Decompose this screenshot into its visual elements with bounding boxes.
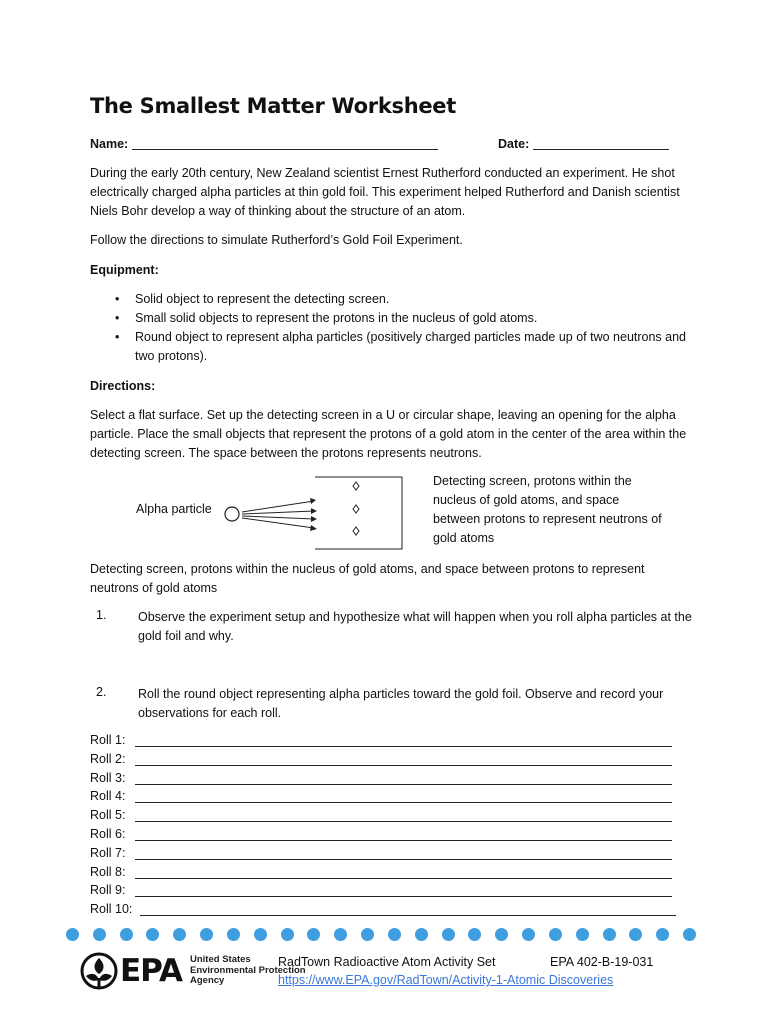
answer-line xyxy=(140,915,676,916)
divider-dot-icon xyxy=(549,928,562,941)
activity-set-label: RadTown Radioactive Atom Activity Set xyxy=(278,955,496,969)
list-item: • Small solid objects to represent the protons in the nucleus of gold atoms. xyxy=(90,309,690,328)
epa-logo xyxy=(80,950,306,990)
answer-line xyxy=(135,765,672,766)
date-label: Date: xyxy=(498,137,530,151)
divider-dot-icon xyxy=(146,928,159,941)
roll-list xyxy=(90,733,690,921)
list-item: • Round object to represent alpha particles (positively charged particles made up of two neutrons and two protons). xyxy=(115,330,687,363)
answer-line xyxy=(135,896,672,897)
bullet-icon: • xyxy=(115,330,120,344)
roll-label: Roll 2: xyxy=(90,751,126,766)
answer-line xyxy=(135,746,672,747)
intro-paragraph: During the early 20th century, New Zealand scientist Ernest Rutherford conducted an experiment. He shot electrically charged alpha particles at thin gold foil. This experiment helped Rutherford and Danish scientist Niels Bohr develop a way of thinking about the structure of an atom. xyxy=(90,166,680,218)
alpha-particle-icon xyxy=(225,507,239,521)
arrow-icon xyxy=(242,516,314,519)
question-number: 2. xyxy=(96,685,107,699)
divider-dot-icon xyxy=(307,928,320,941)
name-line xyxy=(132,136,438,150)
roll-label: Roll 7: xyxy=(90,845,126,860)
question-number: 1. xyxy=(96,608,107,622)
bullet-icon: • xyxy=(115,292,120,306)
proton-icon xyxy=(353,527,359,535)
divider-dot-icon xyxy=(603,928,616,941)
divider-dot-icon xyxy=(442,928,455,941)
divider-dot-icon xyxy=(495,928,508,941)
date-field xyxy=(498,136,669,151)
divider-dot-icon xyxy=(656,928,669,941)
roll-row xyxy=(90,827,690,846)
roll-label: Roll 1: xyxy=(90,733,126,747)
roll-row xyxy=(90,771,690,790)
question-text: Roll the round object representing alpha particles toward the gold foil. Observe and record your observations for each roll. xyxy=(138,687,664,720)
divider-dot-icon xyxy=(200,928,213,941)
answer-line xyxy=(135,859,672,860)
proton-icon xyxy=(353,505,359,513)
bullet-icon: • xyxy=(115,311,120,325)
answer-line xyxy=(135,802,672,803)
document-code: EPA 402-B-19-031 xyxy=(550,955,654,969)
roll-label: Roll 6: xyxy=(90,826,126,841)
roll-row xyxy=(90,883,690,902)
roll-row xyxy=(90,902,690,921)
roll-label: Roll 9: xyxy=(90,883,126,898)
detecting-screen-icon xyxy=(315,477,402,549)
dot-divider xyxy=(66,928,696,942)
diagram-caption-below: Detecting screen, protons within the nucleus of gold atoms, and space between protons to represent neutrons of gold atoms xyxy=(90,562,645,595)
page-title: The Smallest Matter Worksheet xyxy=(90,94,456,118)
answer-line xyxy=(135,878,672,879)
roll-row xyxy=(90,846,690,865)
epa-flower-icon xyxy=(80,952,118,990)
roll-label: Roll 5: xyxy=(90,808,126,823)
roll-label: Roll 4: xyxy=(90,789,126,804)
question-text: Observe the experiment setup and hypothesize what will happen when you roll alpha particles at the gold foil and why. xyxy=(138,610,692,643)
roll-label: Roll 10: xyxy=(90,902,133,917)
epa-wordmark: EPA xyxy=(120,953,183,989)
divider-dot-icon xyxy=(93,928,106,941)
divider-dot-icon xyxy=(281,928,294,941)
roll-row xyxy=(90,808,690,827)
arrow-icon xyxy=(242,501,314,512)
diagram-drawing xyxy=(130,472,430,556)
answer-line xyxy=(135,840,672,841)
divider-dot-icon xyxy=(683,928,696,941)
divider-dot-icon xyxy=(629,928,642,941)
answer-line xyxy=(135,784,672,785)
agency-name: United States Environmental Protection Agency xyxy=(190,954,306,986)
divider-dot-icon xyxy=(522,928,535,941)
roll-row xyxy=(90,865,690,884)
divider-dot-icon xyxy=(227,928,240,941)
divider-dot-icon xyxy=(334,928,347,941)
proton-icon xyxy=(353,482,359,490)
divider-dot-icon xyxy=(361,928,374,941)
activity-link[interactable]: https://www.EPA.gov/RadTown/Activity-1-Atomic Discoveries xyxy=(278,973,614,987)
roll-label: Roll 8: xyxy=(90,864,126,879)
follow-directions-text: Follow the directions to simulate Rutherford’s Gold Foil Experiment. xyxy=(90,233,463,247)
alpha-particle-label: Alpha particle xyxy=(136,502,212,516)
directions-heading: Directions: xyxy=(90,379,156,393)
divider-dot-icon xyxy=(173,928,186,941)
name-field xyxy=(90,136,438,151)
divider-dot-icon xyxy=(576,928,589,941)
divider-dot-icon xyxy=(388,928,401,941)
divider-dot-icon xyxy=(66,928,79,941)
directions-paragraph: Select a flat surface. Set up the detecting screen in a U or circular shape, leaving an opening for the alpha particle. Place the small objects that represent the protons of a gold atom in the center of the area within the detecting screen. The space between the protons represents neutrons. xyxy=(90,408,687,460)
list-item: • Solid object to represent the detecting screen. xyxy=(90,290,690,309)
diagram-caption: Detecting screen, protons within the nucleus of gold atoms, and space between protons to represent neutrons of gold atoms xyxy=(433,474,662,545)
divider-dot-icon xyxy=(415,928,428,941)
arrow-icon xyxy=(242,511,314,514)
roll-row xyxy=(90,752,690,771)
divider-dot-icon xyxy=(468,928,481,941)
divider-dot-icon xyxy=(254,928,267,941)
gold-foil-diagram xyxy=(130,472,690,556)
equipment-list xyxy=(90,290,690,366)
divider-dot-icon xyxy=(120,928,133,941)
roll-label: Roll 3: xyxy=(90,770,126,785)
roll-row xyxy=(90,733,690,752)
equipment-heading: Equipment: xyxy=(90,263,159,277)
answer-line xyxy=(135,821,672,822)
name-label: Name: xyxy=(90,137,129,151)
date-line xyxy=(533,136,669,150)
roll-row xyxy=(90,789,690,808)
arrow-icon xyxy=(242,518,314,528)
